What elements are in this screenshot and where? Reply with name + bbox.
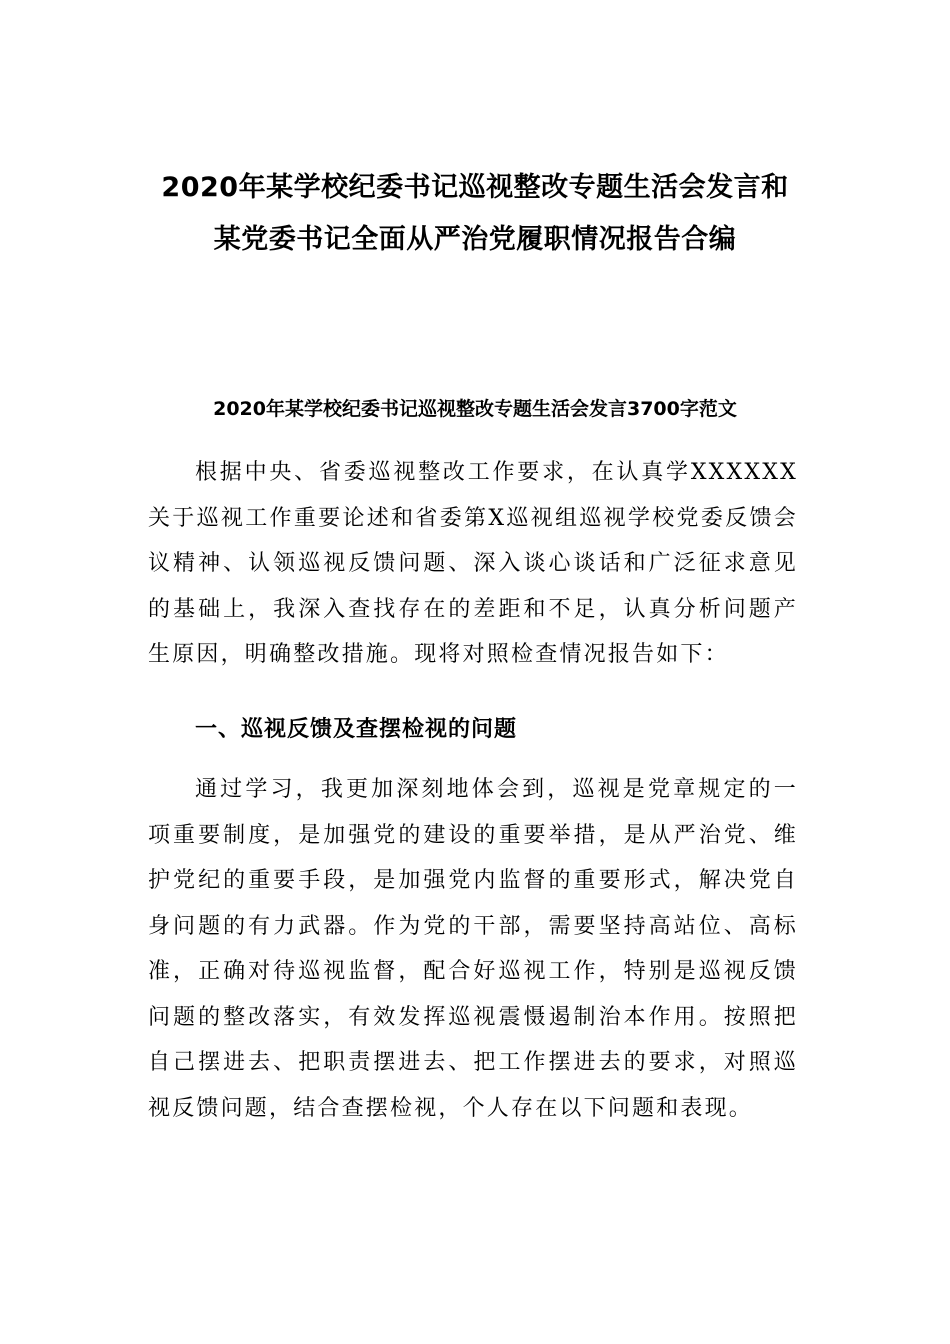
intro-paragraph: 根据中央、省委巡视整改工作要求，在认真学XXXXXX关于巡视工作重要论述和省委第X巡视组巡视学校党委反馈会议精神、认领巡视反馈问题、深入谈心谈话和广泛征求意见的基础上，我深入查找存在的差距和不足，认真分析问题产生原因，明确整改措施。现将对照检查情况报告如下： bbox=[148, 460, 798, 667]
section-heading: 一、巡视反馈及查摆检视的问题 bbox=[195, 717, 518, 742]
document-title-line-2: 某党委书记全面从严治党履职情况报告合编 bbox=[213, 224, 737, 255]
section-subtitle: 2020年某学校纪委书记巡视整改专题生活会发言3700字范文 bbox=[213, 398, 737, 420]
body-paragraph: 通过学习，我更加深刻地体会到，巡视是党章规定的一项重要制度，是加强党的建设的重要举措，是从严治党、维护党纪的重要手段，是加强党内监督的重要形式，解决党自身问题的有力武器。作为党的干部，需要坚持高站位、高标准，正确对待巡视监督，配合好巡视工作，特别是巡视反馈问题的整改落实，有效发挥巡视震慑遏制治本作用。按照把自己摆进去、把职责摆进去、把工作摆进去的要求，对照巡视反馈问题，结合查摆检视，个人存在以下问题和表现。 bbox=[148, 777, 798, 1121]
document-title-line-1: 2020年某学校纪委书记巡视整改专题生活会发言和 bbox=[161, 172, 789, 203]
